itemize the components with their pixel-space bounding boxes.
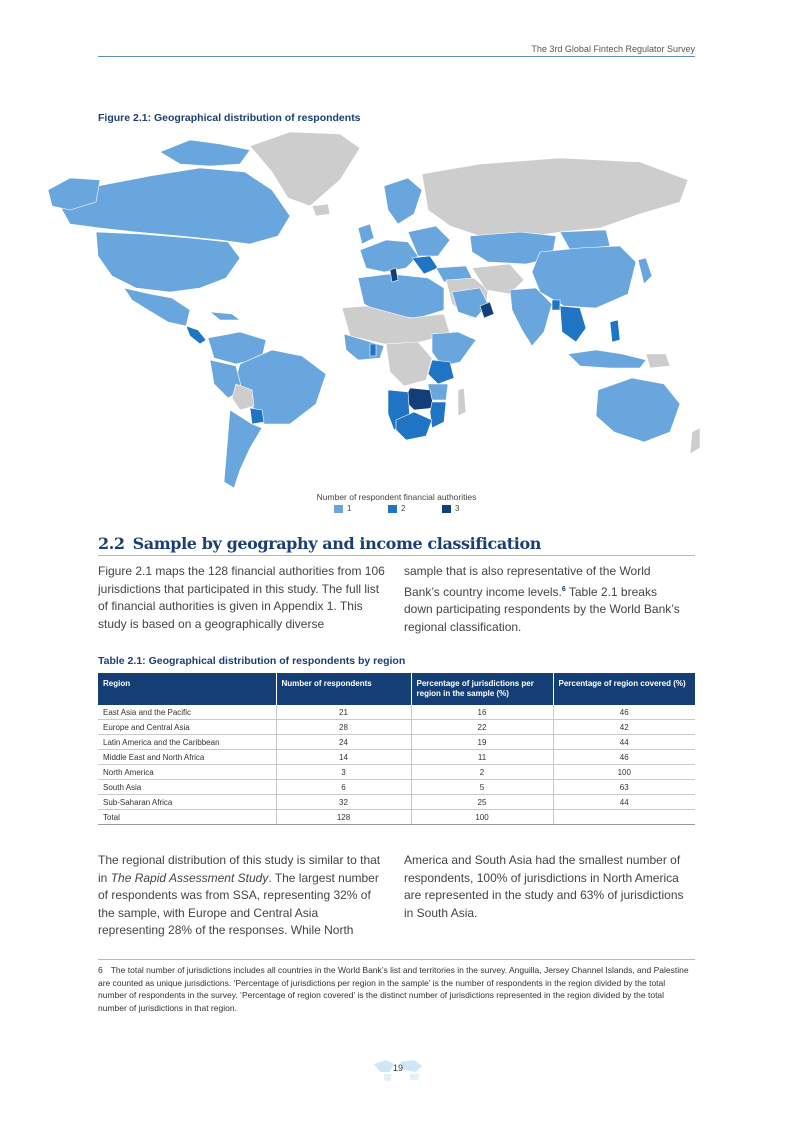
table-row: [98, 705, 695, 720]
section-title: Sample by geography and income classification: [132, 534, 541, 553]
paragraph-1-col-1: Figure 2.1 maps the 128 financial authorities from 106 jurisdictions that participated in this study. The full list of financial authorities is given in Appendix 1. This study is based on a geographically diverse: [98, 564, 385, 631]
map-ghana: [370, 344, 376, 356]
table-total-row: [98, 810, 695, 825]
map-western-europe: [360, 240, 418, 272]
table-row: [98, 780, 695, 795]
table-row: [98, 750, 695, 765]
cell-pct-jurisdictions: 16: [411, 705, 553, 720]
cell-pct-covered: 63: [553, 780, 695, 795]
map-mexico: [124, 288, 190, 326]
legend-swatch-2: [388, 505, 397, 513]
cell-region: Europe and Central Asia: [98, 720, 276, 735]
map-papua: [646, 354, 670, 368]
map-australia: [596, 378, 680, 442]
cell-respondents: 24: [276, 735, 411, 750]
cell-pct-jurisdictions: 22: [411, 720, 553, 735]
cell-region: South Asia: [98, 780, 276, 795]
map-new-zealand: [690, 428, 700, 454]
cell-region: Sub-Saharan Africa: [98, 795, 276, 810]
col-header-respondents: Number of respondents: [276, 673, 411, 705]
cell-pct-jurisdictions: 25: [411, 795, 553, 810]
legend-label-1: 1: [347, 504, 352, 513]
world-map: [40, 128, 700, 503]
legend-label-3: 3: [455, 504, 460, 513]
map-central-africa: [386, 342, 432, 386]
footnote-text: The total number of jurisdictions includes all countries in the World Bank’s list and territories in the survey. Anguilla, Jersey Channel Islands, and Palestine are counted as unique jurisdictions. ‘Percentage of jurisdictions per region in the sample’ is the number of respondents in the region divided by the total number of respondents in the survey. ‘Percentage of region covered’ is the distinct number of jurisdictions represented in the region divided by the total number of jurisdictions in that region.: [98, 965, 689, 1013]
section-heading: [98, 534, 541, 553]
table-row: [98, 765, 695, 780]
map-kenya-uganda: [428, 360, 454, 384]
cell-respondents: 6: [276, 780, 411, 795]
map-balkans: [412, 256, 438, 274]
figure-title: Figure 2.1: Geographical distribution of respondents: [98, 112, 361, 124]
col-header-pct-covered: Percentage of region covered (%): [553, 673, 695, 705]
cell-region: Middle East and North Africa: [98, 750, 276, 765]
running-header: The 3rd Global Fintech Regulator Survey: [531, 44, 695, 54]
publication-title: The Rapid Assessment Study: [110, 870, 269, 885]
map-usa: [96, 232, 240, 292]
cell-pct-covered: [553, 810, 695, 825]
cell-region: North America: [98, 765, 276, 780]
cell-respondents: 32: [276, 795, 411, 810]
map-mozambique: [430, 402, 446, 428]
cell-region: Total: [98, 810, 276, 825]
region-table: [98, 673, 695, 825]
table-header-row: [98, 673, 695, 705]
cell-respondents: 14: [276, 750, 411, 765]
paragraph-2-text-a: The regional distribution of this study is similar to that in: [98, 853, 381, 885]
cell-pct-jurisdictions: 2: [411, 765, 553, 780]
map-canadian-arctic: [160, 140, 250, 166]
table-row: [98, 720, 695, 735]
cell-region: East Asia and the Pacific: [98, 705, 276, 720]
col-header-pct-jurisdictions: Percentage of jurisdictions per region in the sample (%): [411, 673, 553, 705]
map-china: [532, 246, 636, 308]
legend-label-2: 2: [401, 504, 406, 513]
section-rule: [98, 555, 695, 556]
cell-pct-covered: 100: [553, 765, 695, 780]
map-iceland: [312, 204, 330, 216]
map-brazil: [236, 350, 326, 424]
paragraph-1-col-2: [404, 563, 680, 636]
footnote-ref-6[interactable]: 6: [561, 585, 566, 593]
map-uk-ireland: [358, 224, 374, 244]
legend-item-1: [334, 504, 351, 513]
footnote-rule: [98, 959, 695, 960]
legend-item-2: [388, 504, 405, 513]
footnote: [98, 964, 695, 1014]
paragraph-2-text-b: . The largest number of respondents was from SSA, representing 32% of the sample, with Europe and Central Asia representing 28% of the responses. While North: [98, 870, 379, 937]
legend-item-3: [442, 504, 459, 513]
paragraph-2-col-2: America and South Asia had the smallest number of respondents, 100% of jurisdictions in North America are represented in the study and 63% of jurisdictions in South Asia.: [404, 853, 684, 920]
paragraph-1-text-b: Table 2.1 breaks down participating respondents by the World Bank’s regional classification.: [404, 584, 680, 634]
map-bangladesh: [552, 300, 560, 310]
section-number: 2.2: [98, 534, 125, 553]
table-title: Table 2.1: Geographical distribution of respondents by region: [98, 655, 406, 667]
page-number: 19: [392, 1063, 403, 1073]
cell-pct-jurisdictions: 100: [411, 810, 553, 825]
cell-pct-covered: 46: [553, 750, 695, 765]
legend-title: Number of respondent financial authorities: [316, 492, 477, 502]
map-paraguay: [250, 408, 264, 424]
map-central-america: [186, 326, 206, 344]
cell-respondents: 21: [276, 705, 411, 720]
map-caribbean: [210, 312, 240, 320]
col-header-region: Region: [98, 673, 276, 705]
cell-pct-covered: 46: [553, 705, 695, 720]
legend-swatch-3: [442, 505, 451, 513]
header-rule: [98, 56, 695, 57]
map-legend: [98, 504, 695, 516]
table-row: [98, 735, 695, 750]
cell-pct-covered: 42: [553, 720, 695, 735]
cell-pct-jurisdictions: 19: [411, 735, 553, 750]
legend-swatch-1: [334, 505, 343, 513]
map-indonesia: [568, 350, 646, 368]
paragraph-1-text-a: sample that is also representative of the World Bank’s country income levels.: [404, 564, 651, 599]
cell-respondents: 3: [276, 765, 411, 780]
cell-pct-covered: 44: [553, 795, 695, 810]
cell-pct-jurisdictions: 5: [411, 780, 553, 795]
map-scandinavia: [384, 178, 422, 224]
cell-respondents: 28: [276, 720, 411, 735]
footnote-number: 6: [98, 965, 103, 975]
cell-pct-covered: 44: [553, 735, 695, 750]
cell-region: Latin America and the Caribbean: [98, 735, 276, 750]
map-korea-japan: [638, 258, 652, 284]
map-madagascar: [458, 388, 466, 416]
map-russia: [422, 158, 688, 238]
paragraph-2-col-1: [98, 852, 382, 940]
cell-pct-jurisdictions: 11: [411, 750, 553, 765]
page-number-badge: [370, 1056, 426, 1084]
map-india: [510, 288, 552, 346]
map-mainland-se-asia: [560, 306, 586, 342]
cell-respondents: 128: [276, 810, 411, 825]
map-philippines: [610, 320, 620, 342]
table-row: [98, 795, 695, 810]
